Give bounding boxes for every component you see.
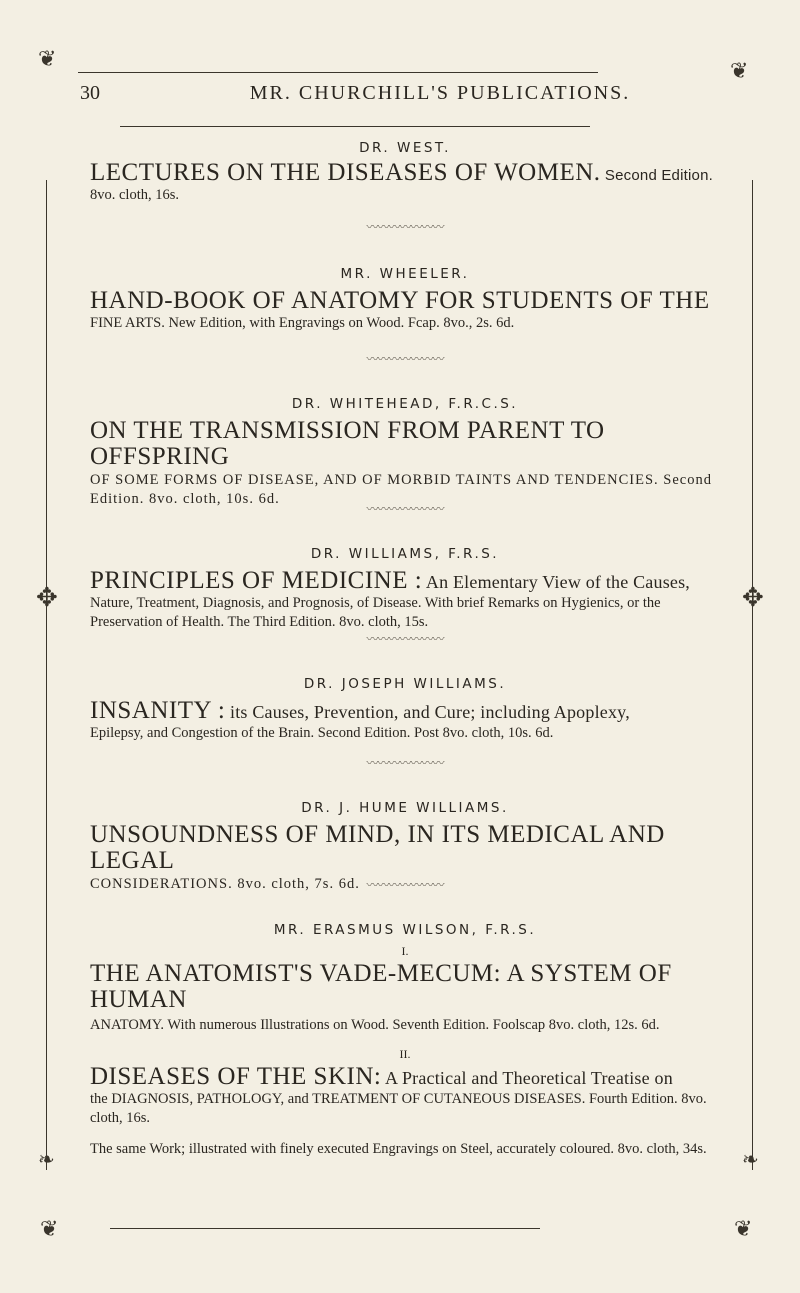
section-divider: 〰〰〰〰〰〰〰 [366, 502, 444, 516]
section-divider: 〰〰〰〰〰〰〰 [366, 878, 444, 892]
right-border-rule [752, 180, 753, 1170]
entry-note: The same Work; illustrated with finely executed Engravings on Steel, accurately coloured. 8vo. cloth, 34s. [90, 1140, 707, 1157]
entry-title-main: INSANITY : [90, 697, 226, 724]
corner-ornament-icon: ❦ [734, 1216, 753, 1241]
entry-title [90, 160, 720, 186]
side-ornament-icon: ✥ [742, 583, 764, 612]
entry-title: THE ANATOMIST'S VADE-MECUM: A SYSTEM OF HUMAN [90, 960, 672, 1014]
corner-ornament-icon: ❦ [730, 58, 749, 83]
catalogue-entry [90, 266, 720, 333]
side-ornament-icon: ❧ [38, 1149, 55, 1171]
entry-description: FINE ARTS. New Edition, with Engravings on Wood. Fcap. 8vo., 2s. 6d. [90, 315, 515, 332]
running-head: MR. CHURCHILL'S PUBLICATIONS. [249, 82, 631, 104]
entry-description: 8vo. cloth, 16s. [90, 187, 180, 204]
entry-title-main: LECTURES ON THE DISEASES OF WOMEN. [90, 159, 601, 186]
entry-description: Epilepsy, and Congestion of the Brain. Second Edition. Post 8vo. cloth, 10s. 6d. [90, 725, 554, 742]
entry-title-continuation: An Elementary View of the Causes, [422, 572, 690, 592]
entry-description: CONSIDERATIONS. 8vo. cloth, 7s. 6d. [90, 875, 360, 892]
side-ornament-icon: ✥ [36, 583, 58, 612]
entry-author: MR. WHEELER. [340, 266, 470, 282]
section-divider: 〰〰〰〰〰〰〰 [366, 352, 444, 366]
entry-numeral: I. [401, 944, 409, 958]
side-ornament-icon: ❧ [742, 1149, 759, 1171]
section-divider: 〰〰〰〰〰〰〰 [366, 220, 444, 234]
top-inner-rule [120, 126, 590, 127]
entry-title: UNSOUNDNESS OF MIND, IN ITS MEDICAL AND LEGAL [90, 821, 665, 875]
catalogue-entry [90, 396, 720, 509]
entry-title [90, 1064, 720, 1090]
entry-author: DR. JOSEPH WILLIAMS. [303, 676, 507, 692]
entry-title-main: DISEASES OF THE SKIN: [90, 1062, 382, 1090]
catalogue-entry [90, 140, 720, 205]
left-border-rule [46, 180, 47, 1170]
section-divider: 〰〰〰〰〰〰〰 [366, 632, 444, 646]
entry-title-edition: Second Edition. [600, 167, 713, 184]
entry-author: DR. WEST. [359, 140, 451, 156]
corner-ornament-icon: ❦ [40, 1216, 59, 1241]
entry-numeral: II. [399, 1046, 411, 1061]
entry-title [90, 698, 720, 724]
entry-author: DR. WILLIAMS, F.R.S. [310, 546, 500, 562]
entry-title: ON THE TRANSMISSION FROM PARENT TO OFFSPRING [90, 417, 605, 471]
entry-description: ANATOMY. With numerous Illustrations on Wood. Seventh Edition. Foolscap 8vo. cloth, 12s. 6d. [90, 1016, 660, 1033]
page-number: 30 [80, 82, 100, 104]
entry-title: HAND-BOOK OF ANATOMY FOR STUDENTS OF THE [90, 287, 710, 314]
entry-title-continuation: its Causes, Prevention, and Cure; including Apoplexy, [225, 702, 630, 722]
entry-author: DR. J. HUME WILLIAMS. [301, 800, 509, 816]
entry-author: MR. ERASMUS WILSON, F.R.S. [273, 922, 537, 938]
entry-description: the DIAGNOSIS, PATHOLOGY, and TREATMENT OF CUTANEOUS DISEASES. Fourth Edition. 8vo. cloth, 16s. [90, 1090, 707, 1126]
entry-title-main: PRINCIPLES OF MEDICINE : [90, 567, 423, 594]
section-divider: 〰〰〰〰〰〰〰 [366, 756, 444, 770]
top-border-rule [78, 72, 598, 73]
entry-description: Nature, Treatment, Diagnosis, and Prognosis, of Disease. With brief Remarks on Hygienics, or the Preservation of Health. The Third Edition. 8vo. cloth, 15s. [90, 595, 661, 631]
page-header [80, 82, 720, 105]
bottom-border-rule [110, 1228, 540, 1229]
catalogue-entry [90, 676, 720, 743]
corner-ornament-icon: ❦ [38, 46, 57, 71]
entry-description: OF SOME FORMS OF DISEASE, AND OF MORBID TAINTS AND TENDENCIES. Second Edition. 8vo. cloth, 10s. 6d. [90, 471, 712, 507]
entry-title-continuation: A Practical and Theoretical Treatise on [381, 1067, 673, 1088]
catalogue-entry [90, 922, 720, 1159]
catalogue-entry [90, 546, 720, 632]
entry-author: DR. WHITEHEAD, F.R.C.S. [291, 396, 519, 412]
entry-title [90, 568, 720, 594]
